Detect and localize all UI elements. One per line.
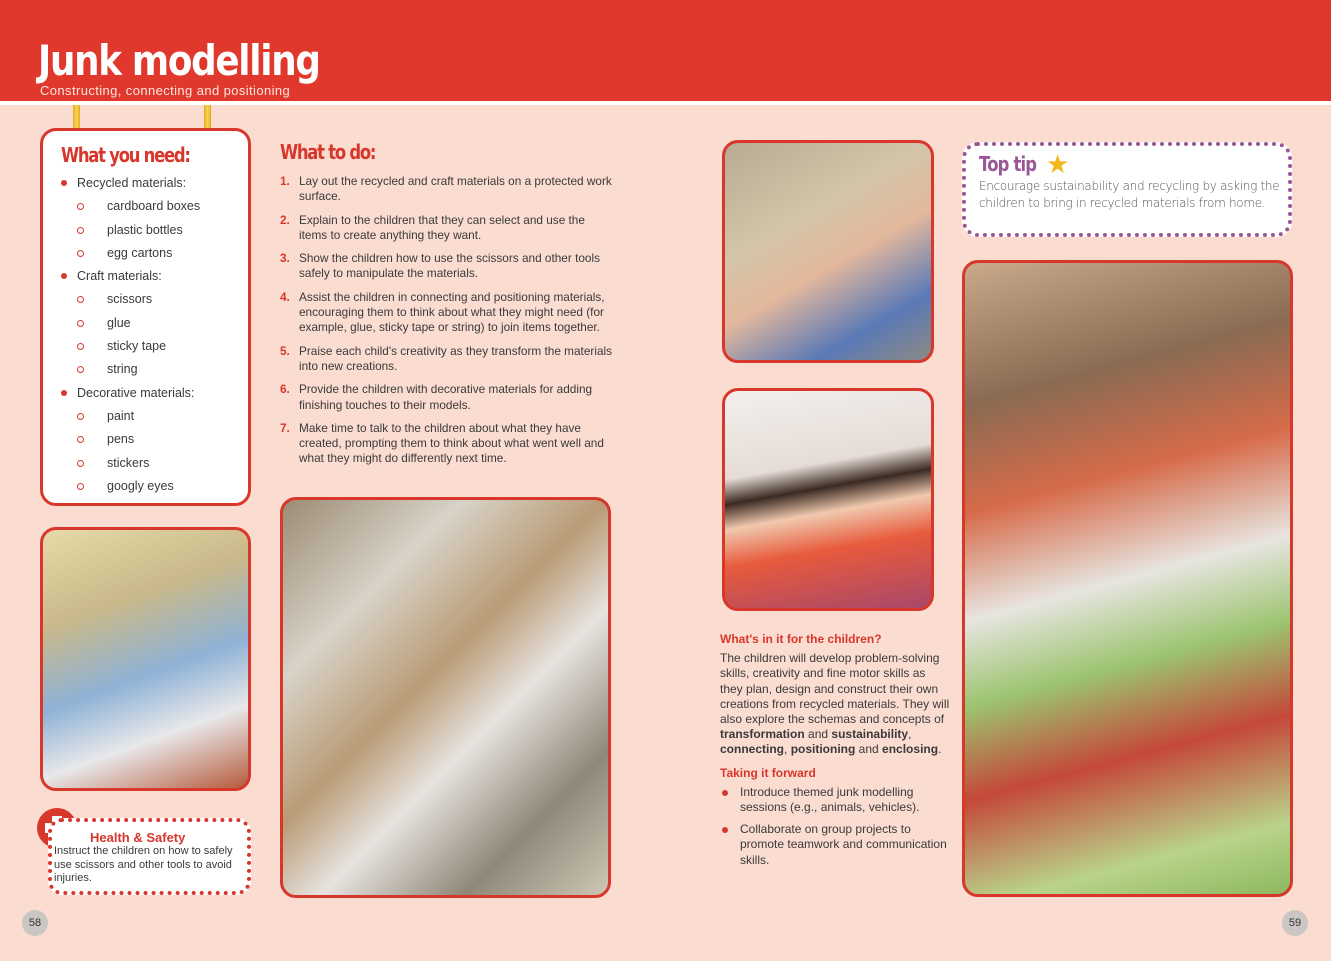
whats-in-it-heading: What's in it for the children? <box>720 632 882 646</box>
step-item <box>280 421 615 467</box>
taking-forward-heading: Taking it forward <box>720 765 816 780</box>
top-tip-text: Encourage sustainability and recycling by asking the children to bring in recycled materials from home. <box>979 179 1280 210</box>
taking-forward-list <box>720 785 950 868</box>
bold-term: connecting <box>720 742 785 757</box>
photo-child-with-tubes <box>722 140 934 363</box>
star-icon: ★ <box>1046 149 1070 179</box>
material-item: pens <box>61 431 248 454</box>
list-item: Introduce themed junk modelling sessions (e.g., animals, vehicles). <box>720 785 950 815</box>
bold-term: sustainability <box>831 727 909 742</box>
step-item <box>280 174 615 205</box>
photo-junk-materials-table <box>280 497 611 898</box>
what-you-need-box <box>40 128 251 506</box>
hanger-decoration <box>73 105 80 130</box>
health-safety-box <box>48 818 251 895</box>
photo-child-painting-tube <box>40 527 251 791</box>
material-item: plastic bottles <box>61 222 248 245</box>
step-text: Praise each child's creativity as they transform the materials into new creations. <box>299 343 613 373</box>
step-number: 1. <box>280 174 290 188</box>
step-text: Lay out the recycled and craft materials on a protected work surface. <box>299 174 612 204</box>
step-item <box>280 344 615 375</box>
material-item: stickers <box>61 455 248 478</box>
whats-in-it-text <box>720 651 950 757</box>
top-tip-heading: Top tip <box>979 152 1037 176</box>
step-number: 2. <box>280 212 290 227</box>
page-title: Junk modelling <box>38 36 320 85</box>
photo-junk-model-box <box>962 260 1293 897</box>
page-subtitle: Constructing, connecting and positioning <box>40 83 291 98</box>
material-item: glue <box>61 315 248 338</box>
text: and <box>804 727 832 742</box>
step-text: Provide the children with decorative materials for adding finishing touches to their models. <box>299 382 593 412</box>
what-you-need-heading: What you need: <box>61 143 190 167</box>
top-tip-box <box>962 142 1292 237</box>
material-item: Recycled materials: <box>61 175 248 198</box>
step-number: 5. <box>280 343 290 358</box>
material-item: string <box>61 361 248 384</box>
list-item: Collaborate on group projects to promote teamwork and communication skills. <box>720 822 950 868</box>
material-item: egg cartons <box>61 245 248 268</box>
page-number-left: 58 <box>22 910 48 936</box>
step-number: 4. <box>280 289 290 304</box>
step-text: Explain to the children that they can select and use the items to create anything they want. <box>299 212 585 242</box>
text: and <box>855 742 883 757</box>
step-text: Make time to talk to the children about what they have created, prompting them to think about what went well and what they might do differently next time. <box>299 420 604 466</box>
bold-term: transformation <box>720 727 805 742</box>
step-number: 6. <box>280 382 290 397</box>
photo-girl-decorating-egg-carton <box>722 388 934 611</box>
material-item: googly eyes <box>61 478 248 501</box>
whats-in-it-section <box>720 632 950 875</box>
page-number-right: 59 <box>1282 910 1308 936</box>
hanger-decoration <box>204 105 211 130</box>
material-item: scissors <box>61 291 248 314</box>
step-item <box>280 251 615 282</box>
text: . <box>938 742 942 757</box>
material-item: cardboard boxes <box>61 198 248 221</box>
step-item <box>280 290 615 336</box>
material-item: Decorative materials: <box>61 385 248 408</box>
step-item <box>280 382 615 413</box>
steps-list <box>280 174 615 467</box>
material-item: Craft materials: <box>61 268 248 291</box>
what-to-do-section <box>280 140 615 475</box>
page-header <box>0 0 1331 101</box>
step-number: 3. <box>280 251 290 266</box>
step-text: Show the children how to use the scissors and other tools safely to manipulate the materials. <box>299 251 600 281</box>
step-item <box>280 213 615 244</box>
health-safety-heading: Health & Safety <box>90 830 186 845</box>
materials-list <box>61 175 248 501</box>
step-text: Assist the children in connecting and positioning materials, encouraging them to think about what they might need (for example, glue, sticky tape or string) to join items together. <box>299 289 605 335</box>
bold-term: enclosing <box>882 742 939 757</box>
text: The children will develop problem-solving skills, creativity and fine motor skills as they plan, design and construct their own creations from recycled materials. They will also explore the schemas and concepts of <box>720 651 950 727</box>
text: , <box>908 727 912 742</box>
text: , <box>784 742 791 757</box>
material-item: paint <box>61 408 248 431</box>
what-to-do-heading: What to do: <box>280 140 376 164</box>
step-number: 7. <box>280 420 290 435</box>
bold-term: positioning <box>790 742 856 757</box>
material-item: sticky tape <box>61 338 248 361</box>
health-safety-text: Instruct the children on how to safely use scissors and other tools to avoid injuries. <box>54 845 233 884</box>
